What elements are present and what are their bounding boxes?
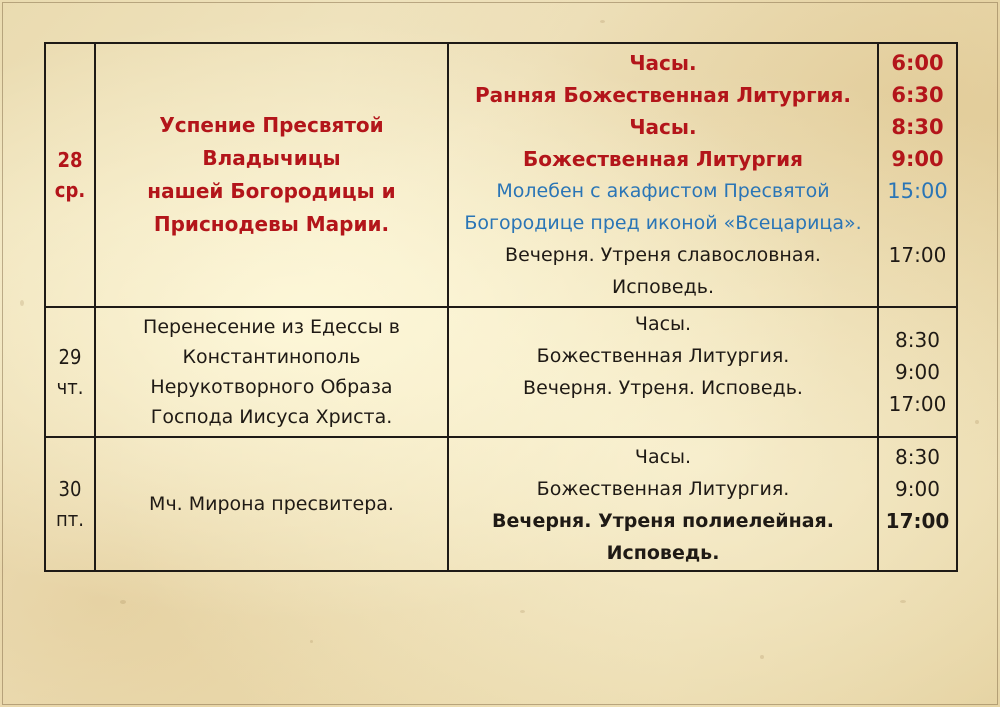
service-time: 6:30 [891,83,944,107]
weekday: ср. [54,178,86,202]
service-schedule-table [44,42,958,572]
service-time: 6:00 [891,51,944,75]
service-line: Исповедь. [606,542,720,564]
feast-cell [95,307,448,437]
parchment-speck [900,600,906,603]
weekday: чт. [56,375,84,399]
service-time: 15:00 [887,179,948,203]
date-cell [45,43,95,307]
feast-cell [95,43,448,307]
parchment-speck [520,610,525,613]
service-line: Вечерня. Утреня славословная. [505,244,821,266]
service-line: Исповедь. [612,276,714,298]
service-line: Богородице пред иконой «Всецарица». [464,212,862,234]
parchment-speck [600,20,605,23]
service-line: Часы. [629,51,697,75]
service-line: Божественная Литургия [523,147,803,171]
service-line: Вечерня. Утреня полиелейная. [492,510,834,532]
services-cell [448,307,878,437]
day-number: 29 [58,345,82,369]
feast-line: Успение Пресвятой Владычицы [159,113,384,170]
service-line: Часы. [629,115,697,139]
feast-line: нашей Богородицы и [147,179,396,203]
schedule-row-29 [45,307,957,437]
parchment-speck [120,600,126,604]
service-line: Божественная Литургия. [536,478,790,500]
date-cell [45,437,95,571]
parchment-speck [310,640,313,643]
services-cell [448,437,878,571]
service-time: 17:00 [885,509,950,533]
service-line: Молебен с акафистом Пресвятой [496,180,830,202]
service-line: Часы. [634,313,692,335]
times-cell [878,437,957,571]
feast-line: Нерукотворного Образа [150,376,393,398]
parchment-speck [20,300,24,306]
feast-line: Мч. Мирона пресвитера. [149,493,394,515]
service-line: Вечерня. Утреня. Исповедь. [523,377,803,399]
times-cell [878,43,957,307]
service-time: 8:30 [895,328,940,352]
day-number: 30 [58,477,82,501]
feast-line: Константинополь [182,346,361,368]
weekday: пт. [56,507,84,531]
parchment-speck [760,655,764,659]
service-time: 17:00 [888,392,947,416]
service-line: Божественная Литургия. [536,345,790,367]
service-time: 8:30 [895,445,940,469]
date-cell [45,307,95,437]
feast-cell [95,437,448,571]
feast-line: Господа Иисуса Христа. [150,406,393,428]
service-time: 17:00 [888,243,947,267]
schedule-row-28 [45,43,957,307]
service-line: Часы. [634,446,692,468]
times-cell [878,307,957,437]
feast-line: Перенесение из Едессы в [143,316,400,338]
schedule-row-30 [45,437,957,571]
feast-line: Приснодевы Марии. [153,212,390,236]
service-line: Ранняя Божественная Литургия. [475,83,851,107]
service-time: 8:30 [891,115,944,139]
parchment-speck [975,420,979,424]
service-time: 9:00 [895,360,940,384]
service-time: 9:00 [895,477,940,501]
service-time: 9:00 [891,147,944,171]
services-cell [448,43,878,307]
day-number: 28 [57,148,83,172]
